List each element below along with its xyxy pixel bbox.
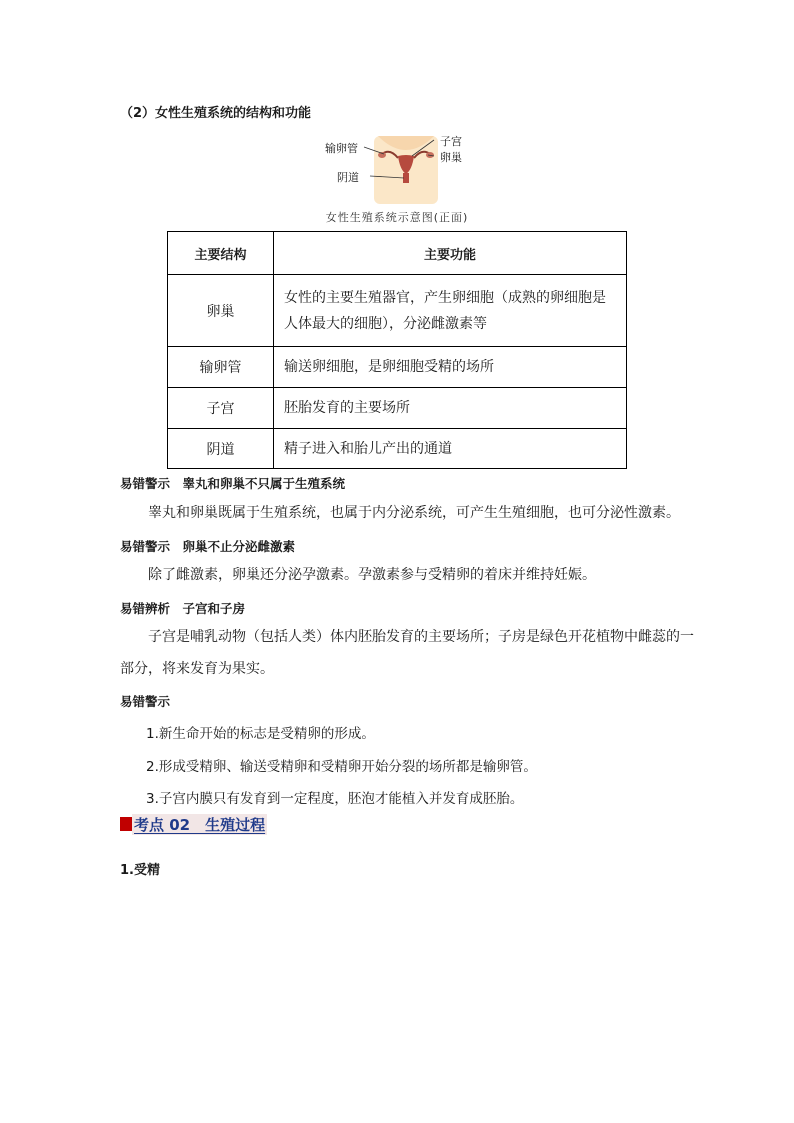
warning-item: 1.新生命开始的标志是受精卵的形成。 — [146, 726, 375, 742]
warning-item: 2.形成受精卵、输送受精卵和受精卵开始分裂的场所都是输卵管。 — [146, 759, 537, 775]
note-title: 易错辨析 子宫和子房 — [120, 601, 246, 616]
subsection-title: 1.受精 — [120, 863, 160, 878]
note-text: 子宫是哺乳动物（包括人类）体内胚胎发育的主要场所；子房是绿色开花植物中雌蕊的一部分，将来发育为果实。 — [120, 629, 694, 677]
table-header-row — [168, 232, 627, 275]
warning-title: 易错警示 — [120, 694, 171, 709]
label-oviduct: 输卵管 — [325, 142, 358, 155]
table-row — [168, 429, 627, 469]
note-text: 除了雌激素，卵巢还分泌孕激素。孕激素参与受精卵的着床并维持妊娠。 — [148, 567, 596, 583]
label-ovary: 卵巢 — [440, 151, 462, 164]
table-row — [168, 388, 627, 429]
female-reproductive-diagram — [322, 134, 472, 206]
cell-structure: 子宫 — [168, 388, 274, 429]
table-row — [168, 347, 627, 388]
label-uterus: 子宫 — [440, 135, 462, 148]
note-text: 睾丸和卵巢既属于生殖系统，也属于内分泌系统，可产生生殖细胞，也可分泌性激素。 — [148, 505, 680, 521]
warning-item: 3.子宫内膜只有发育到一定程度，胚泡才能植入并发育成胚胎。 — [146, 791, 524, 807]
cell-structure: 阴道 — [168, 429, 274, 469]
header-structure: 主要结构 — [168, 232, 274, 275]
cell-function: 输送卵细胞，是卵细胞受精的场所 — [274, 347, 627, 388]
note-title: 易错警示 睾丸和卵巢不只属于生殖系统 — [120, 476, 346, 491]
label-vagina: 阴道 — [337, 171, 359, 184]
structure-function-table — [167, 231, 627, 469]
kaodian-heading — [120, 813, 267, 835]
cell-function: 女性的主要生殖器官，产生卵细胞（成熟的卵细胞是人体最大的细胞），分泌雌激素等 — [274, 275, 627, 347]
figure-caption: 女性生殖系统示意图(正面) — [325, 211, 469, 224]
red-block-icon — [120, 817, 132, 831]
cell-function: 精子进入和胎儿产出的通道 — [274, 429, 627, 469]
table-row — [168, 275, 627, 347]
section-title: （2）女性生殖系统的结构和功能 — [120, 106, 312, 121]
kaodian-label: 考点 02 生殖过程 — [134, 815, 266, 834]
header-function: 主要功能 — [274, 232, 627, 275]
cell-structure: 输卵管 — [168, 347, 274, 388]
cell-function: 胚胎发育的主要场所 — [274, 388, 627, 429]
note-title: 易错警示 卵巢不止分泌雌激素 — [120, 539, 296, 554]
cell-structure: 卵巢 — [168, 275, 274, 347]
